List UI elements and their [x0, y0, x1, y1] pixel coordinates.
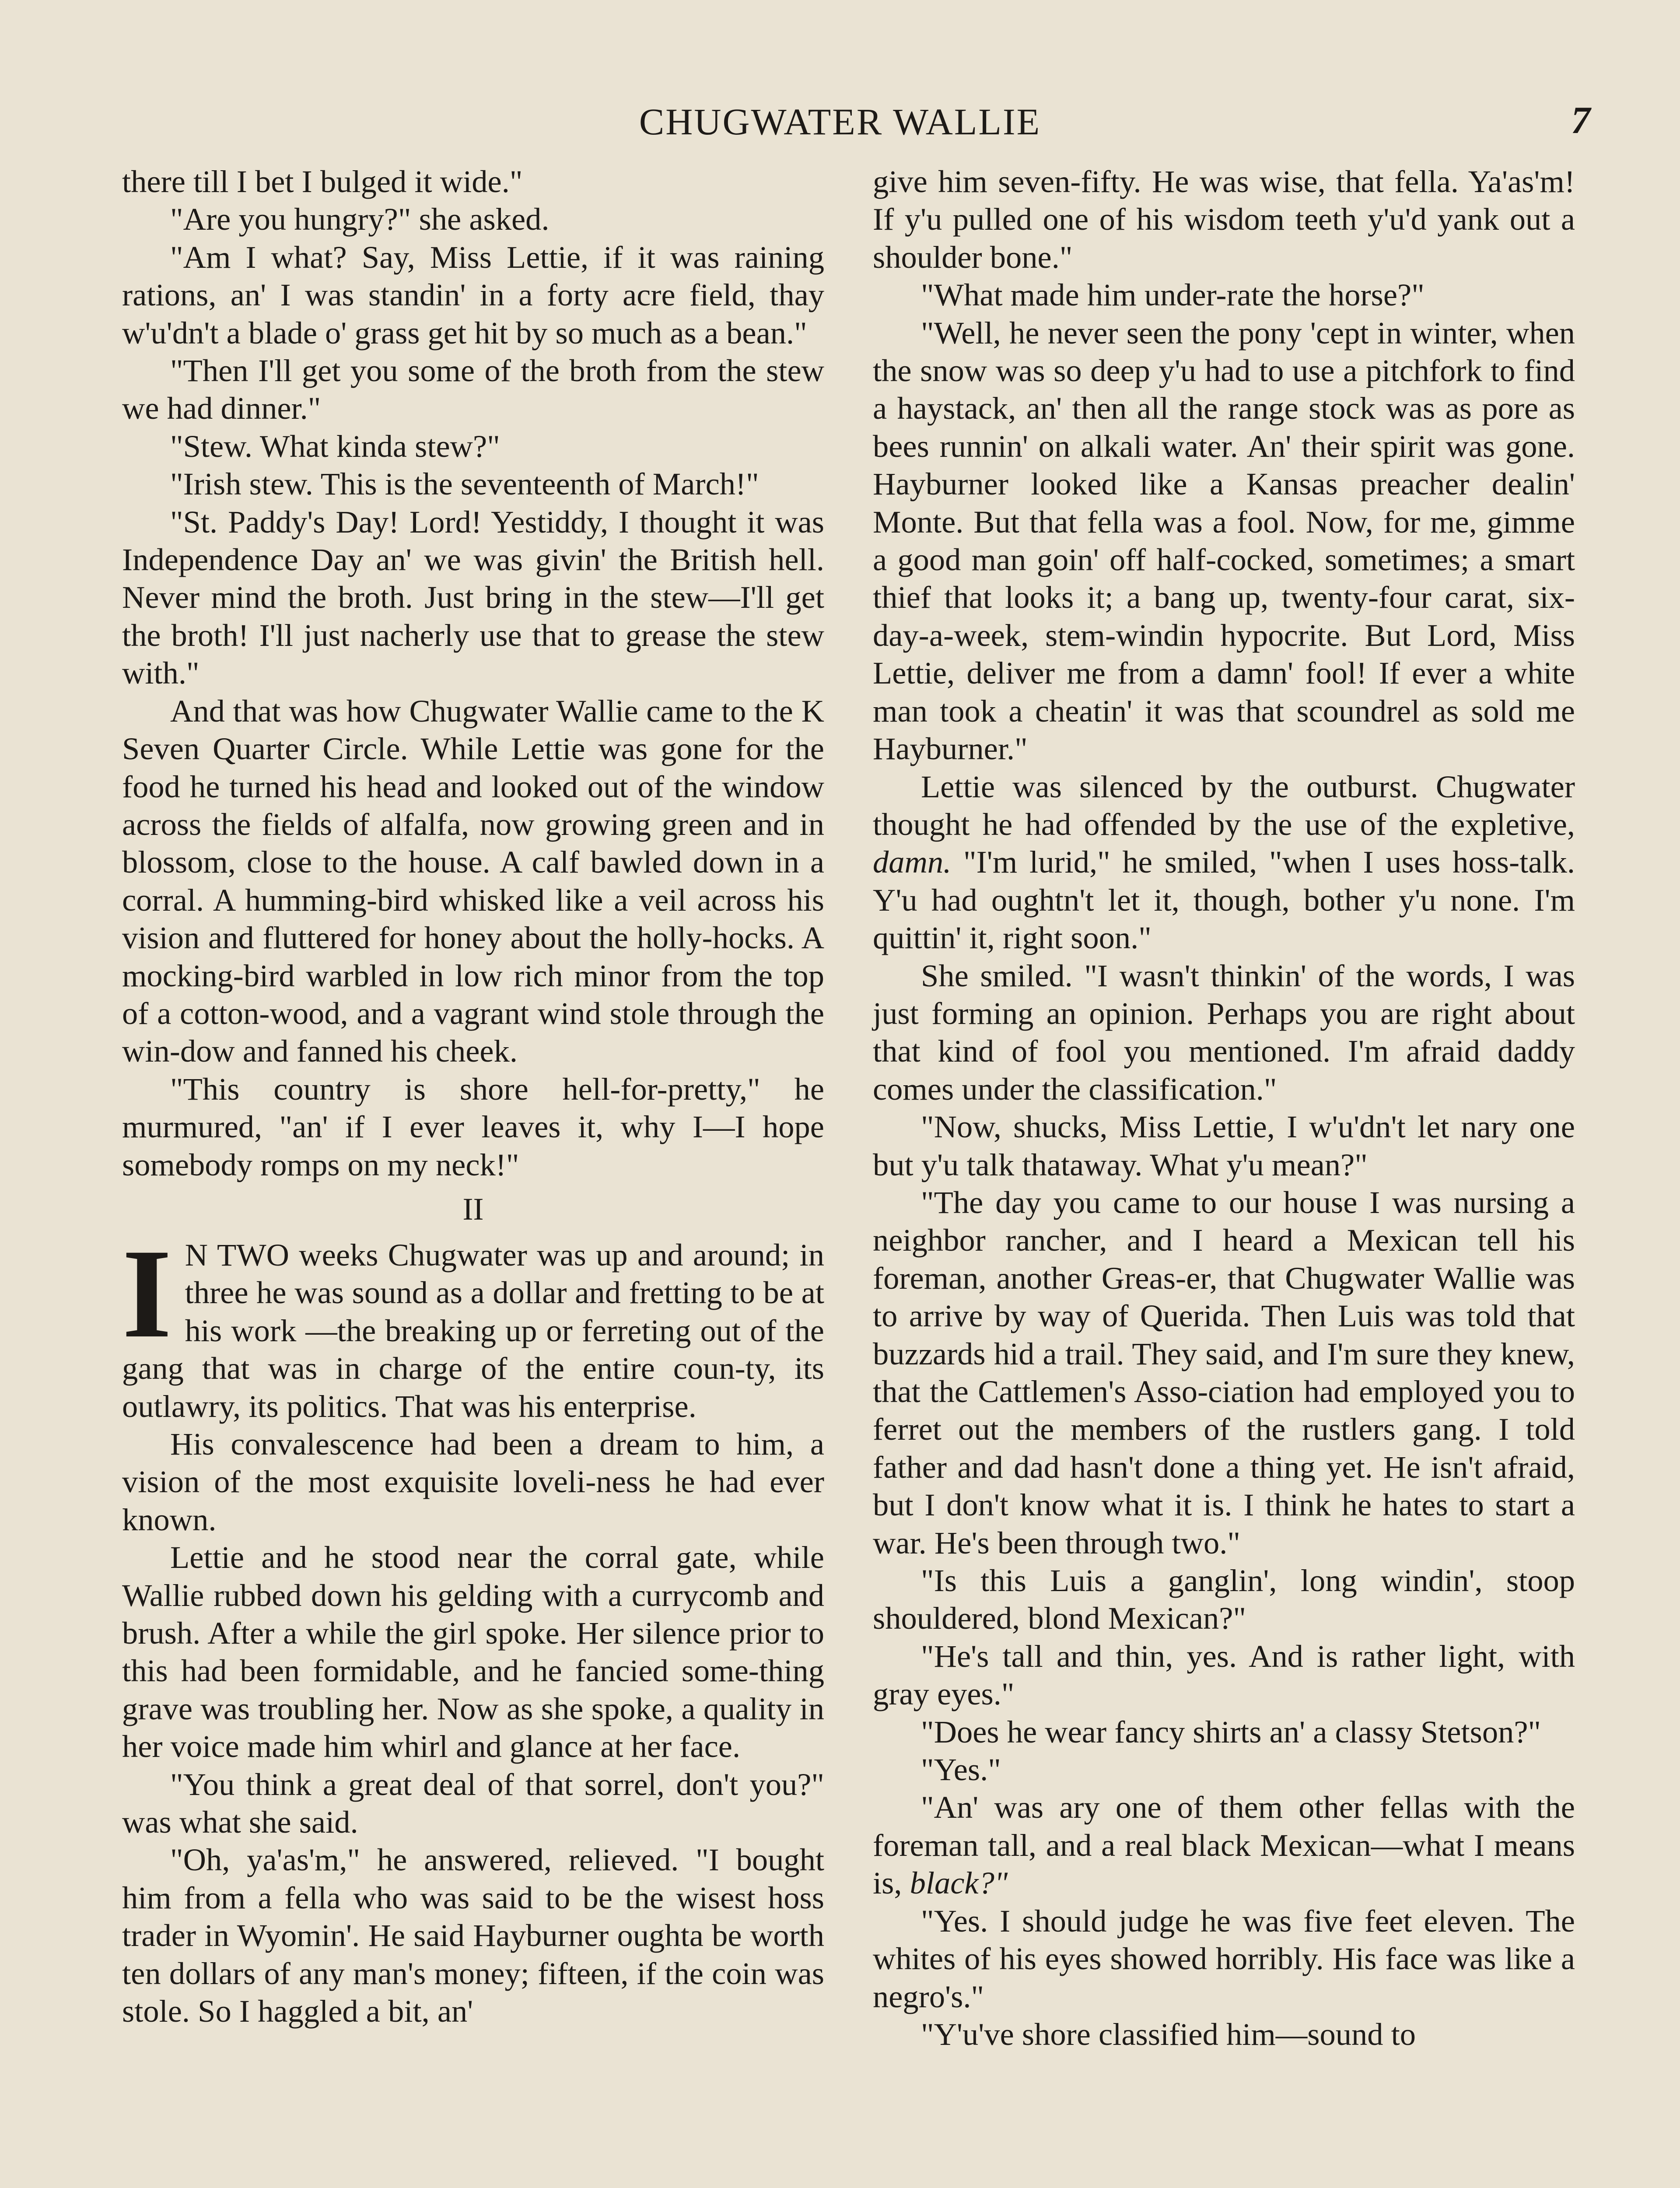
paragraph: give him seven-fifty. He was wise, that fella. Ya'as'm! If y'u pulled one of his wisdom teeth y'u'd yank out a shoulder bone.": [873, 164, 1575, 275]
paragraph: "You think a great deal of that sorrel, don't you?" was what she said.: [122, 1766, 824, 1840]
emphasis: black?": [910, 1865, 1008, 1901]
paragraph: And that was how Chugwater Wallie came to the K Seven Quarter Circle. While Lettie was gone for the food he turned his head and looked out of the window across the fields of alfalfa, now growing green and in blossom, close to the house. A calf bawled down in a corral. A humming-bird whisked like a veil across his vision and fluttered for honey about the holly-hocks. A mocking-bird warbled in low rich minor from the top of a cotton-wood, and a vagrant wind stole through the win-dow and fanned his cheek.: [122, 693, 824, 1069]
dropcap-paragraph: [122, 1223, 824, 1425]
paragraph-text: "An' was ary one of them other fellas with the foreman tall, and a real black Mexican—what I means is,: [873, 1789, 1575, 1901]
paragraph-text: N TWO weeks Chugwater was up and around; in three he was sound as a dollar and fretting to be at his work —the breaking up or ferreting out of the gang that was in charge of the entire coun-ty, its outlawry, its politics. That was his enterprise.: [122, 1237, 824, 1424]
paragraph: She smiled. "I wasn't thinkin' of the words, I was just forming an opinion. Perhaps you are right about that kind of fool you mentioned. I'm afraid daddy comes under the classification.": [873, 957, 1575, 1107]
paragraph: "What made him under-rate the horse?": [921, 277, 1424, 313]
paragraph-text: "I'm lurid," he smiled, "when I uses hoss-talk. Y'u had oughtn't let it, though, bother y'u none. I'm quittin' it, right soon.": [873, 844, 1575, 956]
paragraph: "Oh, ya'as'm," he answered, relieved. "I bought him from a fella who was said to be the wisest hoss trader in Wyomin'. He said Hayburner oughta be worth ten dollars of any man's money; fifteen, if the coin was stole. So I haggled a bit, an': [122, 1842, 824, 2029]
paragraph: "Does he wear fancy shirts an' a classy Stetson?": [921, 1714, 1541, 1750]
paragraph: "Well, he never seen the pony 'cept in winter, when the snow was so deep y'u had to use a pitchfork to find a haystack, an' then all the range stock was as pore as bees runnin' on alkali water. An' their spirit was gone. Hayburner looked like a Kansas preacher dealin' Monte. But that fella was a fool. Now, for me, gimme a good man goin' off half-cocked, sometimes; a smart thief that looks it; a bang up, twenty-four carat, six-day-a-week, stem-windin hypocrite. But Lord, Miss Lettie, deliver me from a damn' fool! If ever a white man took a cheatin' it was that scoundrel as sold me Hayburner.": [873, 315, 1575, 767]
paragraph: "Stew. What kinda stew?": [170, 428, 500, 464]
paragraph: "St. Paddy's Day! Lord! Yestiddy, I thought it was Independence Day an' we was givin' the British hell. Never mind the broth. Just bring in the stew—I'll get the broth! I'll just nacherly use that to grease the stew with.": [122, 504, 824, 691]
paragraph: "This country is shore hell-for-pretty," he murmured, "an' if I ever leaves it, why I—I hope somebody romps on my neck!": [122, 1071, 824, 1182]
paragraph: "Irish stew. This is the seventeenth of March!": [170, 466, 759, 502]
paragraph: Lettie and he stood near the corral gate, while Wallie rubbed down his gelding with a currycomb and brush. After a while the girl spoke. Her silence prior to this had been formidable, and he fancied some-thing grave was troubling her. Now as she spoke, a quality in her voice made him whirl and glance at her face.: [122, 1539, 824, 1764]
page-number: 7: [1571, 99, 1590, 142]
paragraph: there till I bet I bulged it wide.": [122, 164, 523, 199]
right-column: [873, 163, 1575, 2053]
left-column: [122, 163, 824, 2030]
drop-cap: I: [122, 1223, 172, 1364]
paragraph: "He's tall and thin, yes. And is rather light, with gray eyes.": [873, 1638, 1575, 1712]
running-header: CHUGWATER WALLIE: [639, 101, 1041, 143]
paragraph: His convalescence had been a dream to him, a vision of the most exquisite loveli-ness he had ever known.: [122, 1426, 824, 1537]
paragraph: "Is this Luis a ganglin', long windin', stoop shouldered, blond Mexican?": [873, 1563, 1575, 1636]
paragraph: "Then I'll get you some of the broth from the stew we had dinner.": [122, 353, 824, 426]
paragraph: "Y'u've shore classified him—sound to: [921, 2016, 1416, 2052]
paragraph: "Yes. I should judge he was five feet eleven. The whites of his eyes showed horribly. His face was like a negro's.": [873, 1903, 1575, 2014]
paragraph: "Yes.": [921, 1752, 1001, 1788]
paragraph: "Am I what? Say, Miss Lettie, if it was raining rations, an' I was standin' in a forty acre field, thay w'u'dn't a blade o' grass get hit by so much as a bean.": [122, 239, 824, 351]
paragraph: "Are you hungry?" she asked.: [170, 201, 550, 237]
paragraph: "The day you came to our house I was nursing a neighbor rancher, and I heard a Mexican tell his foreman, another Greas-er, that Chugwater Wallie was to arrive by way of Querida. Then Luis was told that buzzards hid a trail. They said, and I'm sure they knew, that the Cattlemen's Asso-ciation had employed you to ferret out the members of the rustlers gang. I told father and dad hasn't done a thing yet. He isn't afraid, but I don't know what it is. I think he hates to start a war. He's been through two.": [873, 1184, 1575, 1560]
paragraph-text: Lettie was silenced by the outburst. Chugwater thought he had offended by the use of the expletive,: [873, 768, 1575, 842]
paragraph: "Now, shucks, Miss Lettie, I w'u'dn't let nary one but y'u talk thataway. What y'u mean?": [873, 1109, 1575, 1182]
section-number: II: [462, 1191, 484, 1227]
paragraph: [873, 1788, 1575, 1902]
emphasis: damn.: [873, 844, 952, 880]
paragraph: [873, 768, 1575, 957]
